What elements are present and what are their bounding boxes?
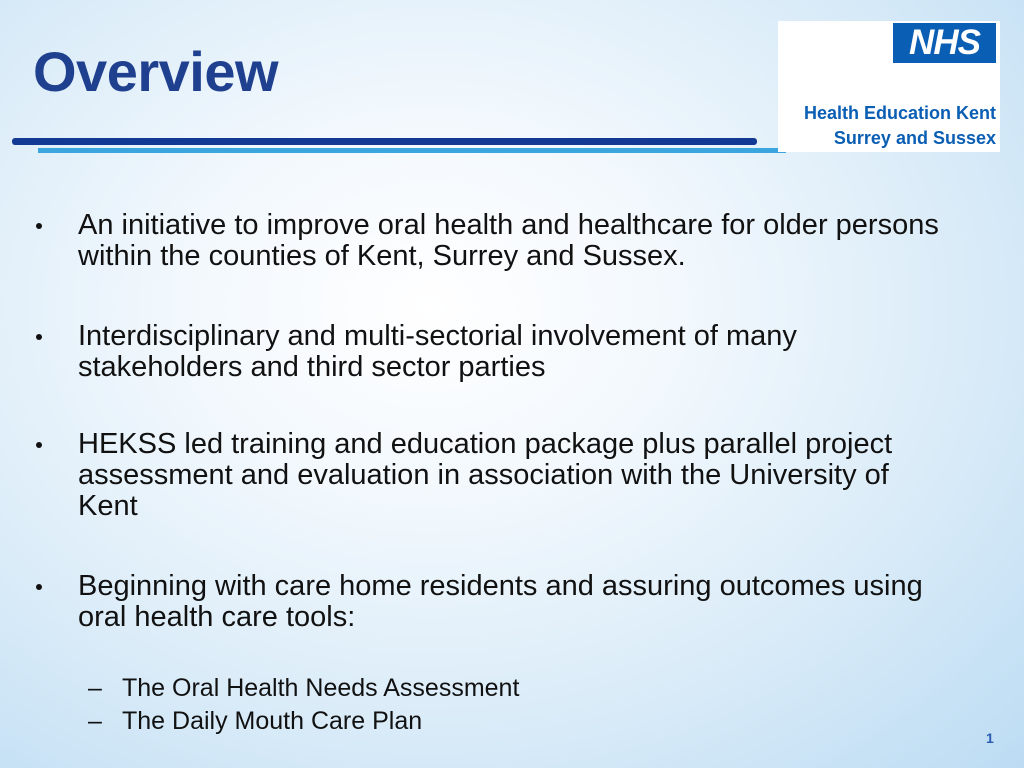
- nhs-logo-mark: NHS: [893, 23, 996, 63]
- bullet-dot-icon: [36, 442, 42, 448]
- bullet-text: Beginning with care home residents and assuring outcomes using oral health care tools:: [78, 570, 923, 633]
- sub-bullet-dash-icon: –: [88, 674, 102, 702]
- sub-bullet-text: The Oral Health Needs Assessment: [122, 674, 520, 702]
- bullet-text: An initiative to improve oral health and healthcare for older persons within the counties of Kent, Surrey and Sussex.: [78, 209, 939, 272]
- bullet-dot-icon: [36, 223, 42, 229]
- page-number: 1: [986, 730, 994, 746]
- sub-bullet-item: [88, 706, 422, 736]
- bullet-dot-icon: [36, 584, 42, 590]
- logo-text-line-1: Health Education Kent: [803, 103, 996, 123]
- sub-bullet-text: The Daily Mouth Care Plan: [122, 707, 423, 735]
- bullet-dot-icon: [36, 334, 42, 340]
- bullet-text: HEKSS led training and education package plus parallel project assessment and evaluation in association with the University of Kent: [78, 428, 893, 522]
- logo-text-line-2: Surrey and Sussex: [833, 128, 996, 148]
- sub-bullet-dash-icon: –: [88, 707, 102, 735]
- slide-title: Overview: [33, 40, 279, 103]
- bullet-text: Interdisciplinary and multi-sectorial involvement of many stakeholders and third sector parties: [78, 320, 797, 383]
- sub-bullet-item: [88, 673, 519, 703]
